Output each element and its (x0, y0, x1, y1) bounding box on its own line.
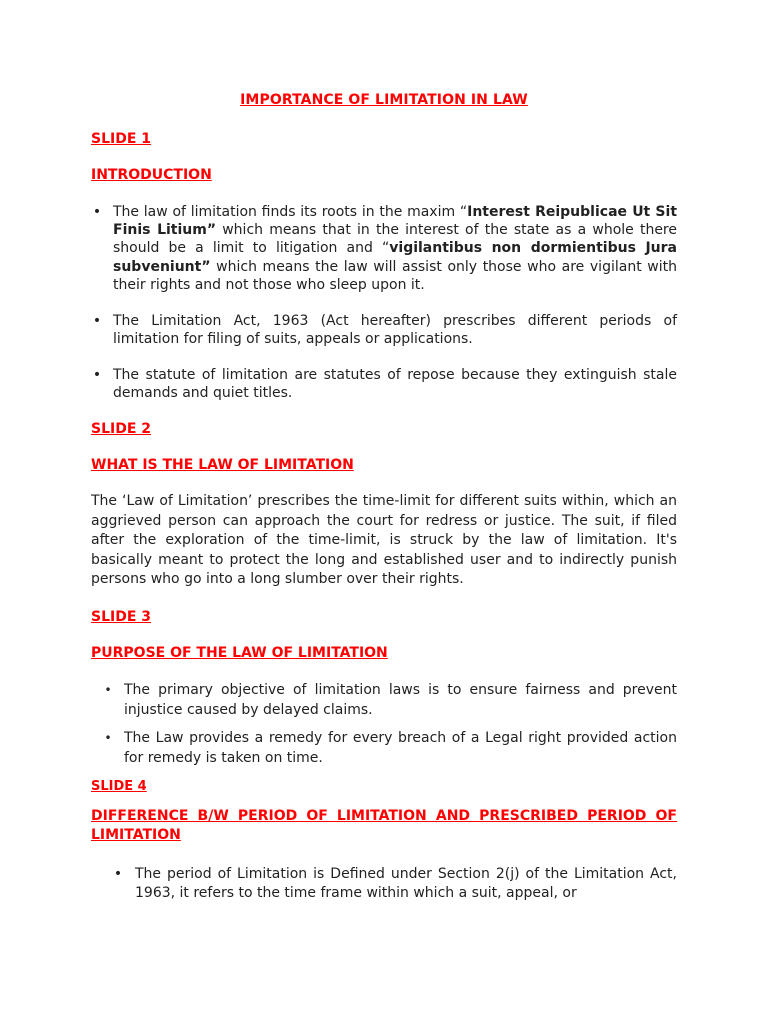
slide-3-label: SLIDE 3 (91, 609, 152, 625)
maxim-bold-2: vigilantibus non dormientibus Jura subveniunt” (113, 240, 677, 275)
intro-bullet-statute-repose (91, 366, 677, 402)
bullet-dot: • (104, 683, 112, 697)
difference-bullet-period (91, 865, 677, 902)
purpose-bullet-remedy (91, 729, 677, 768)
document-title: IMPORTANCE OF LIMITATION IN LAW (240, 92, 528, 108)
intro-bullet-limitation-act (91, 312, 677, 348)
bullet-text: The statute of limitation are statutes of repose because they extinguish stale demands and quiet titles. (113, 367, 677, 402)
bullet-text: The primary objective of limitation laws is to ensure fairness and prevent injustice caused by delayed claims. (124, 682, 677, 718)
what-is-law-heading: WHAT IS THE LAW OF LIMITATION (91, 457, 354, 473)
bullet-text: The period of Limitation is Defined under Section 2(j) of the Limitation Act, 1963, it refers to the time frame within which a suit, appeal, or (135, 866, 677, 901)
bullet-text: The Law provides a remedy for every breach of a Legal right provided action for remedy is taken on time. (124, 730, 677, 766)
intro-bullet-maxim (91, 203, 677, 294)
bullet-text: The law of limitation finds its roots in the maxim “Interest Reipublicae Ut Sit Finis Litium” which means that in the interest of the state as a whole there should be a limit to litigation and “vigilantibus non dormientibus Jura subveniunt” which means the law will assist only those who are vigilant with their rights and not those who sleep upon it. (113, 204, 678, 293)
bullet-dot: • (104, 731, 112, 745)
slide-2-label: SLIDE 2 (91, 421, 152, 437)
bullet-dot: • (92, 204, 102, 220)
slide-1-label: SLIDE 1 (91, 131, 152, 147)
bullet-dot: • (113, 866, 123, 882)
difference-heading: DIFFERENCE B/W PERIOD OF LIMITATION AND PRESCRIBED PERIOD OF LIMITATION (91, 808, 677, 843)
purpose-heading: PURPOSE OF THE LAW OF LIMITATION (91, 645, 388, 661)
bullet-text: The Limitation Act, 1963 (Act hereafter) prescribes different periods of limitation for filing of suits, appeals or applications. (113, 313, 677, 348)
slide-4-label: SLIDE 4 (91, 779, 147, 794)
purpose-bullet-fairness (91, 681, 677, 720)
law-of-limitation-paragraph: The ‘Law of Limitation’ prescribes the time-limit for different suits within, which an aggrieved person can approach the court for redress or justice. The suit, if filed after the exploration of the time-limit, is struck by the law of limitation. It's basically meant to protect the long and established user and to indirectly punish persons who go into a long slumber over their rights. (91, 493, 677, 587)
introduction-heading: INTRODUCTION (91, 167, 212, 183)
maxim-bold-1: Interest Reipublicae Ut Sit Finis Litium” (113, 204, 678, 239)
bullet-dot: • (92, 367, 102, 383)
bullet-dot: • (92, 313, 102, 329)
